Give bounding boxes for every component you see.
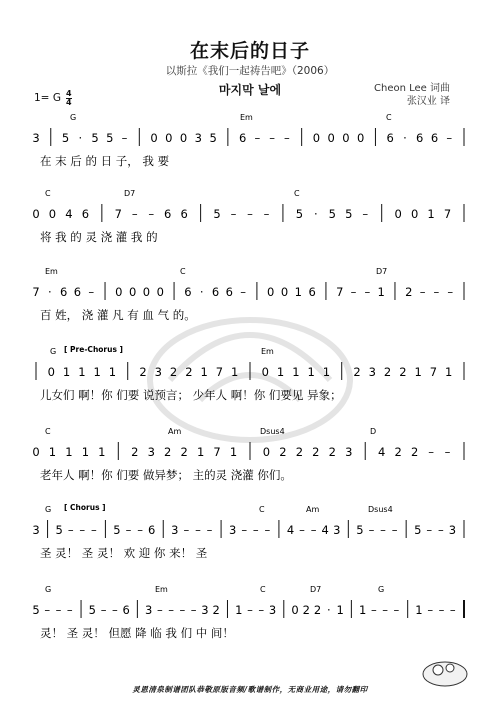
note: 5 [91,131,99,145]
note: 6 [211,285,220,299]
note: 7 [213,445,221,459]
note: 5 [55,523,63,537]
note: 6 [238,131,247,145]
note: – [449,603,456,617]
note: – [67,523,74,537]
note: – [190,603,197,617]
note: – [433,285,440,299]
note: – [79,523,86,537]
section-label: [ Pre-Chorus ] [64,345,123,354]
note: 0 [32,445,40,459]
time-signature-top: 4 [66,89,72,98]
note: 1 [93,365,101,379]
chord-symbol: C [45,427,51,436]
note: 0 [32,207,40,221]
note: – [44,603,51,617]
time-signature-bottom: 4 [66,98,72,107]
lyric-line: 圣 灵！ 圣 灵！ 欢 迎 你 来！ 圣 [40,546,208,560]
note: 0 [179,131,188,145]
lyricist-credit: Cheon Lee 词曲 [374,83,450,94]
note: 3 [144,603,153,617]
note: 3 [32,131,40,145]
note: – [446,131,453,145]
lyric-line: 将 我 的 灵 浇 灌 我 的 [40,230,158,244]
song-title: 在末后的日子 [189,40,310,62]
note: 4 [378,445,386,459]
note: 5 [61,131,70,145]
note: 4 [286,523,295,537]
note: 0 [312,131,321,145]
note: – [148,207,155,221]
note: 6 [59,285,68,299]
note: 1 [427,207,435,221]
note: 7 [443,207,452,221]
note: – [254,131,261,145]
note: 0 [327,131,335,145]
note: – [426,523,433,537]
note: – [131,207,138,221]
chord-symbol: Am [168,427,182,436]
note: 1 [294,285,302,299]
chord-symbol: G [50,347,57,356]
note: 1 [62,365,71,379]
note: 0 [47,365,55,379]
note: – [391,523,398,537]
note: 2 [410,445,419,459]
note: 1 [108,365,117,379]
note: 3 [228,523,237,537]
note: 3 [154,365,162,379]
note: 5 [295,207,304,221]
note: 3 [345,445,353,459]
lyric-line: 在 末 后 的 日 子， 我 要 [40,154,170,168]
chord-symbol: Em [240,113,253,122]
note: – [88,285,95,299]
note: 6 [180,207,188,221]
note: 7 [114,207,122,221]
translator-credit: 张汉业 译 [406,96,450,107]
note: – [263,207,270,221]
note: – [179,603,186,617]
chord-symbol: C [45,189,51,198]
note: – [157,603,163,617]
note: – [183,523,190,537]
chord-symbol: Am [306,505,320,514]
lyric-line: 老年人 啊！你 们要 做异梦； 主的灵 浇灌 你们。 [40,468,292,482]
note: 1 [98,445,106,459]
chord-symbol: G [70,113,77,122]
chord-symbol: D7 [310,585,322,594]
note: 6 [122,603,130,617]
note: – [241,523,248,537]
note: 3 [333,523,341,537]
note: 0 [115,285,123,299]
note: 5 [328,207,336,221]
note: – [121,131,128,145]
note: 4 [65,207,73,221]
note: 1 [307,365,315,379]
note: 1 [235,603,243,617]
note: 2 [180,445,188,459]
note: – [111,603,118,617]
note: 1 [415,603,423,617]
chord-symbol: C [260,585,266,594]
section-label: [ Chorus ] [64,503,106,512]
note: 5 [32,603,40,617]
note: 2 [399,365,407,379]
note: 2 [328,445,336,459]
note: 7 [336,285,344,299]
note: 2 [383,365,392,379]
note: – [368,523,375,537]
note: 3 [32,523,40,537]
note: 0 [267,285,275,299]
note: 2 [164,445,172,459]
note: 2 [212,603,220,617]
note: – [269,131,276,145]
note: – [350,285,357,299]
note: – [364,285,371,299]
note: 2 [353,365,361,379]
note: 1 [231,365,239,379]
note: – [66,603,73,617]
chord-symbol: C [259,505,265,514]
note: 2 [295,445,304,459]
note: 6 [164,207,172,221]
note: 5 [345,207,353,221]
note: – [427,603,434,617]
note: 6 [430,131,439,145]
note: – [195,523,201,537]
note: – [393,603,400,617]
note: – [252,523,259,537]
note: 7 [429,365,438,379]
note: 1 [65,445,73,459]
note: 0 [291,603,299,617]
note: 1 [414,365,422,379]
note: – [371,603,377,617]
note: 2 [312,445,320,459]
note: – [247,207,253,221]
note: – [137,523,143,537]
chord-symbol: Em [45,267,58,276]
note: – [247,603,253,617]
note: 2 [185,365,193,379]
note: 5 [113,523,121,537]
note: 0 [156,285,164,299]
note: 2 [313,603,322,617]
note: – [438,603,445,617]
lyric-line: 儿女们 啊！你 们要 说预言； 少年人 啊！你 们要见 异象； [40,388,342,402]
note: 0 [128,285,137,299]
note: 1 [229,445,238,459]
note: 6 [148,523,156,537]
note: 1 [196,445,205,459]
note: – [55,603,62,617]
note: 6 [184,285,192,299]
note: 5 [88,603,96,617]
note: 3 [201,603,209,617]
chord-symbol: D7 [124,189,136,198]
note: 6 [386,131,394,145]
note: 2 [279,445,287,459]
note: 1 [276,365,285,379]
note: 2 [139,365,147,379]
note: 1 [445,365,453,379]
note: · [314,207,318,221]
note: 2 [302,603,310,617]
note: 3 [171,523,179,537]
note: 6 [416,131,424,145]
note: – [447,285,454,299]
footer-note: 灵恩清泉制谱团队恭敬原版音频/歌谱制作，无商业用途，请勿翻印 [132,685,368,694]
note: 2 [169,365,178,379]
note: – [258,603,265,617]
chord-symbol: G [45,505,52,514]
note: 6 [225,285,233,299]
note: 6 [308,285,316,299]
lyric-line: 灵！ 圣 灵！ 但愿 降 临 我 们 中 间！ [40,626,234,640]
chord-symbol: Em [261,347,274,356]
note: 1 [200,365,208,379]
note: 3 [448,523,457,537]
chord-symbol: Em [155,585,168,594]
note: 0 [261,365,269,379]
note: 6 [81,207,90,221]
note: 0 [410,207,419,221]
korean-title: 마지막 날에 [218,83,282,97]
note: · [78,131,83,145]
chord-symbol: D7 [376,267,388,276]
note: 5 [209,131,217,145]
note: 1 [292,365,300,379]
note: – [168,603,175,617]
note: – [444,445,451,459]
note: – [100,603,107,617]
note: 6 [73,285,82,299]
chord-symbol: C [294,189,300,198]
note: 2 [394,445,402,459]
note: 1 [377,285,385,299]
note: 0 [142,285,151,299]
note: 2 [131,445,139,459]
note: – [299,523,305,537]
note: 1 [358,603,367,617]
note: – [90,523,97,537]
note: 5 [356,523,364,537]
note: 2 [405,285,413,299]
note: 3 [268,603,277,617]
note: 0 [165,131,173,145]
note: 0 [342,131,350,145]
note: 0 [262,445,271,459]
note: – [284,131,290,145]
note: 1 [81,445,90,459]
note: 5 [106,131,114,145]
chord-symbol: G [45,585,52,594]
note: – [264,523,271,537]
song-subtitle: 以斯拉《我们一起祷告吧》（2006） [165,65,335,77]
note: 7 [32,285,40,299]
note: · [403,131,407,145]
chord-symbol: C [180,267,186,276]
note: – [362,207,369,221]
note: – [428,445,434,459]
note: – [419,285,426,299]
note: 1 [322,365,331,379]
chord-symbol: Dsus4 [368,505,393,514]
note: 0 [48,207,57,221]
note: – [240,285,246,299]
note: – [437,523,444,537]
chord-symbol: C [386,113,392,122]
note: 0 [394,207,402,221]
note: 5 [213,207,221,221]
chord-symbol: G [378,585,385,594]
note: · [199,285,204,299]
note: 3 [368,365,376,379]
note: 1 [78,365,86,379]
note: – [125,523,132,537]
note: · [327,603,331,617]
note: – [310,523,317,537]
note: 1 [336,603,344,617]
note: 3 [194,131,203,145]
note: 1 [48,445,57,459]
note: 0 [280,285,289,299]
note: 3 [147,445,155,459]
note: 4 [321,523,329,537]
note: · [47,285,52,299]
note: – [230,207,237,221]
note: – [206,523,213,537]
note: 7 [215,365,224,379]
note: – [382,603,389,617]
note: 5 [414,523,422,537]
lyric-line: 百 姓， 浇 灌 凡 有 血 气 的。 [40,308,196,322]
note: 0 [357,131,365,145]
chord-symbol: D [370,427,377,436]
chord-symbol: Dsus4 [260,427,285,436]
note: – [380,523,386,537]
note: 0 [150,131,158,145]
key-signature: 1= G [34,92,61,104]
